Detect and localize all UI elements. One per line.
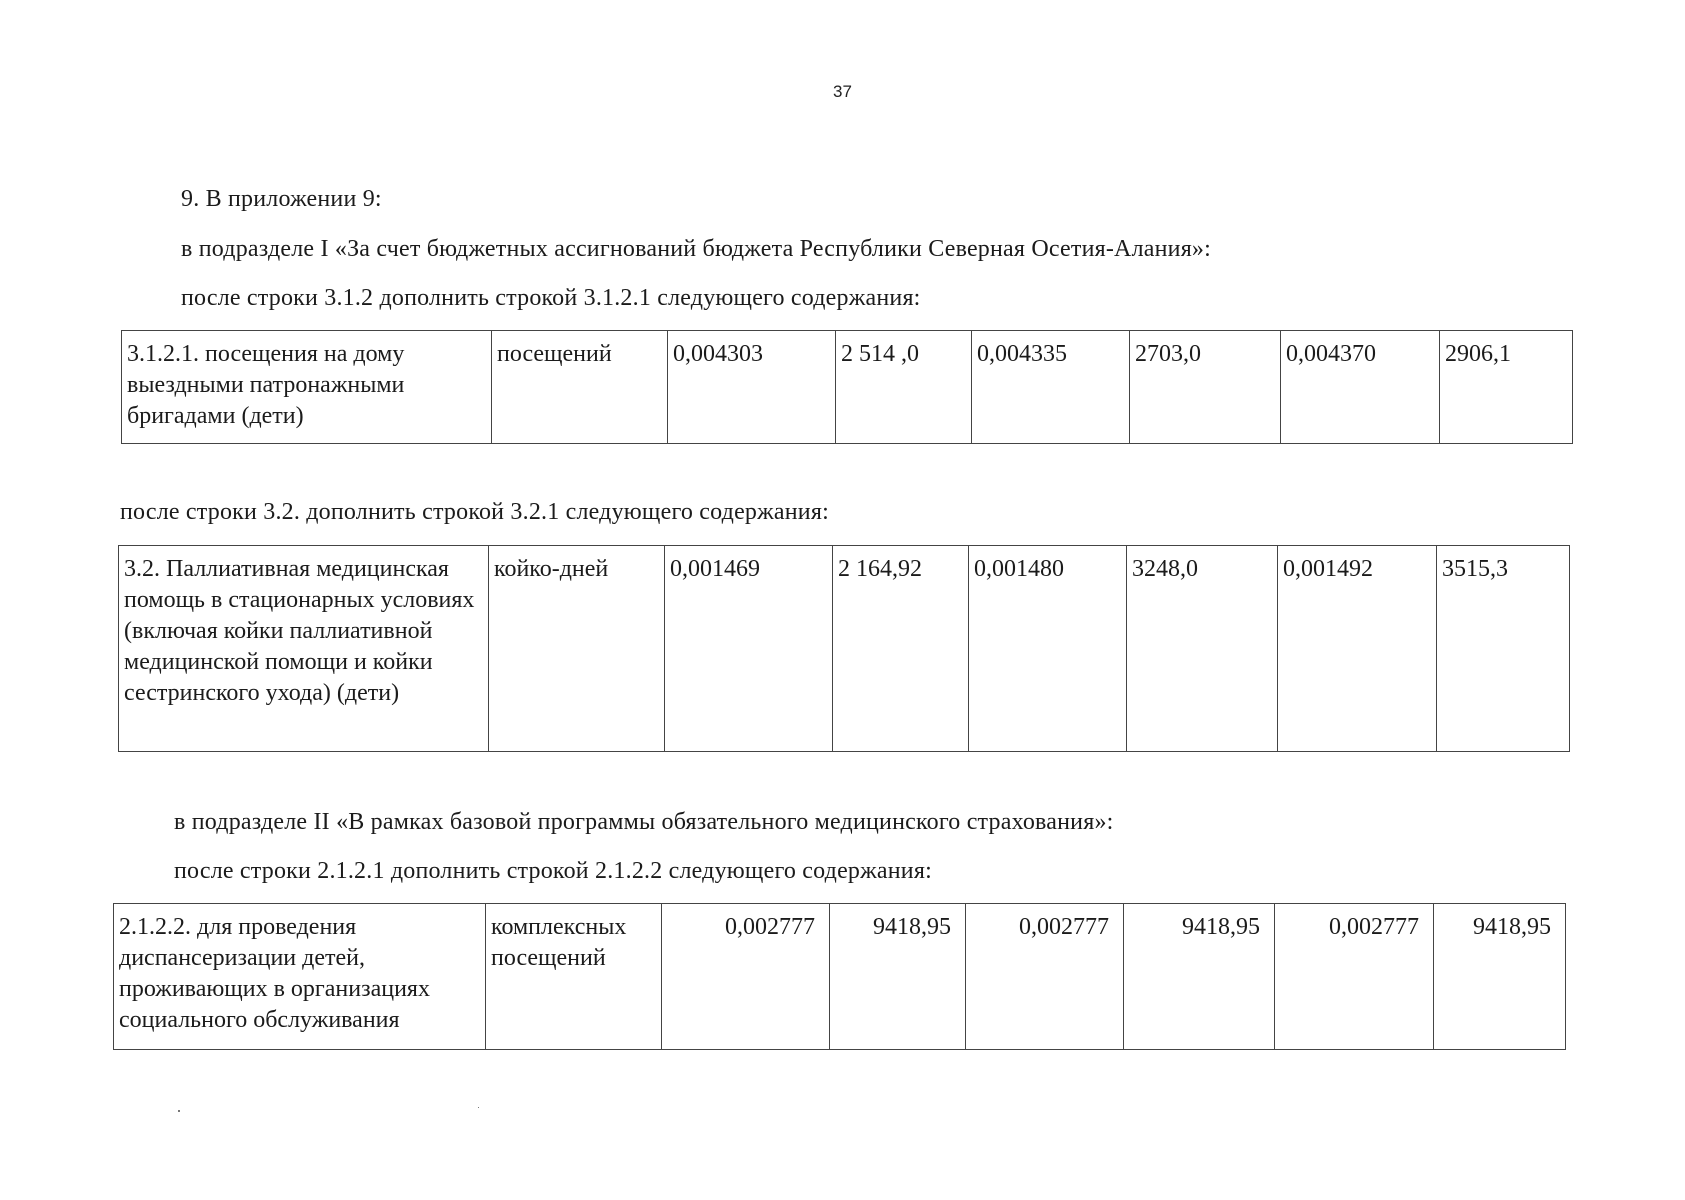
scan-speck (478, 1107, 479, 1108)
value-cell: 0,002777 (662, 904, 830, 1050)
page-number: 37 (833, 82, 852, 101)
value-cell: 9418,95 (1124, 904, 1275, 1050)
row-name-cell: 2.1.2.2. для проведения диспансеризации детей, проживающих в организациях социального обслуживания (114, 904, 486, 1050)
table-row-3-2 (118, 545, 1570, 752)
row-name-cell: 3.1.2.1. посещения на дому выездными патронажными бригадами (дети) (122, 331, 492, 444)
item-9-heading: 9. В приложении 9: (181, 186, 382, 212)
instruction-after-2-1-2-1: после строки 2.1.2.1 дополнить строкой 2.1.2.2 следующего содержания: (174, 858, 932, 884)
table-row (114, 904, 1566, 1050)
value-cell: 2906,1 (1440, 331, 1573, 444)
value-cell: 0,004335 (972, 331, 1130, 444)
unit-cell: койко-дней (489, 546, 665, 752)
table-row-3-1-2-1 (121, 330, 1573, 444)
instruction-after-3-1-2: после строки 3.1.2 дополнить строкой 3.1.2.1 следующего содержания: (181, 285, 921, 311)
instruction-after-3-2: после строки 3.2. дополнить строкой 3.2.1 следующего содержания: (120, 499, 829, 525)
subsection-2-intro: в подразделе II «В рамках базовой программы обязательного медицинского страхования»: (174, 809, 1114, 835)
value-cell: 0,004370 (1281, 331, 1440, 444)
unit-cell: посещений (492, 331, 668, 444)
value-cell: 0,001480 (969, 546, 1127, 752)
value-cell: 2 164,92 (833, 546, 969, 752)
subsection-1-intro: в подразделе I «За счет бюджетных ассигнований бюджета Республики Северная Осетия-Алания»: (181, 236, 1211, 262)
value-cell: 0,004303 (668, 331, 836, 444)
value-cell: 9418,95 (830, 904, 966, 1050)
value-cell: 0,002777 (1275, 904, 1434, 1050)
value-cell: 3515,3 (1437, 546, 1570, 752)
unit-cell: комплексных посещений (486, 904, 662, 1050)
value-cell: 0,001469 (665, 546, 833, 752)
value-cell: 0,002777 (966, 904, 1124, 1050)
row-name-cell: 3.2. Паллиативная медицинская помощь в стационарных условиях (включая койки паллиативной медицинской помощи и койки сестринского ухода) (дети) (119, 546, 489, 752)
table-row-2-1-2-2 (113, 903, 1566, 1050)
value-cell: 2 514 ,0 (836, 331, 972, 444)
table-row (119, 546, 1570, 752)
scan-speck (178, 1110, 180, 1112)
table-row (122, 331, 1573, 444)
value-cell: 2703,0 (1130, 331, 1281, 444)
value-cell: 9418,95 (1434, 904, 1566, 1050)
value-cell: 0,001492 (1278, 546, 1437, 752)
value-cell: 3248,0 (1127, 546, 1278, 752)
